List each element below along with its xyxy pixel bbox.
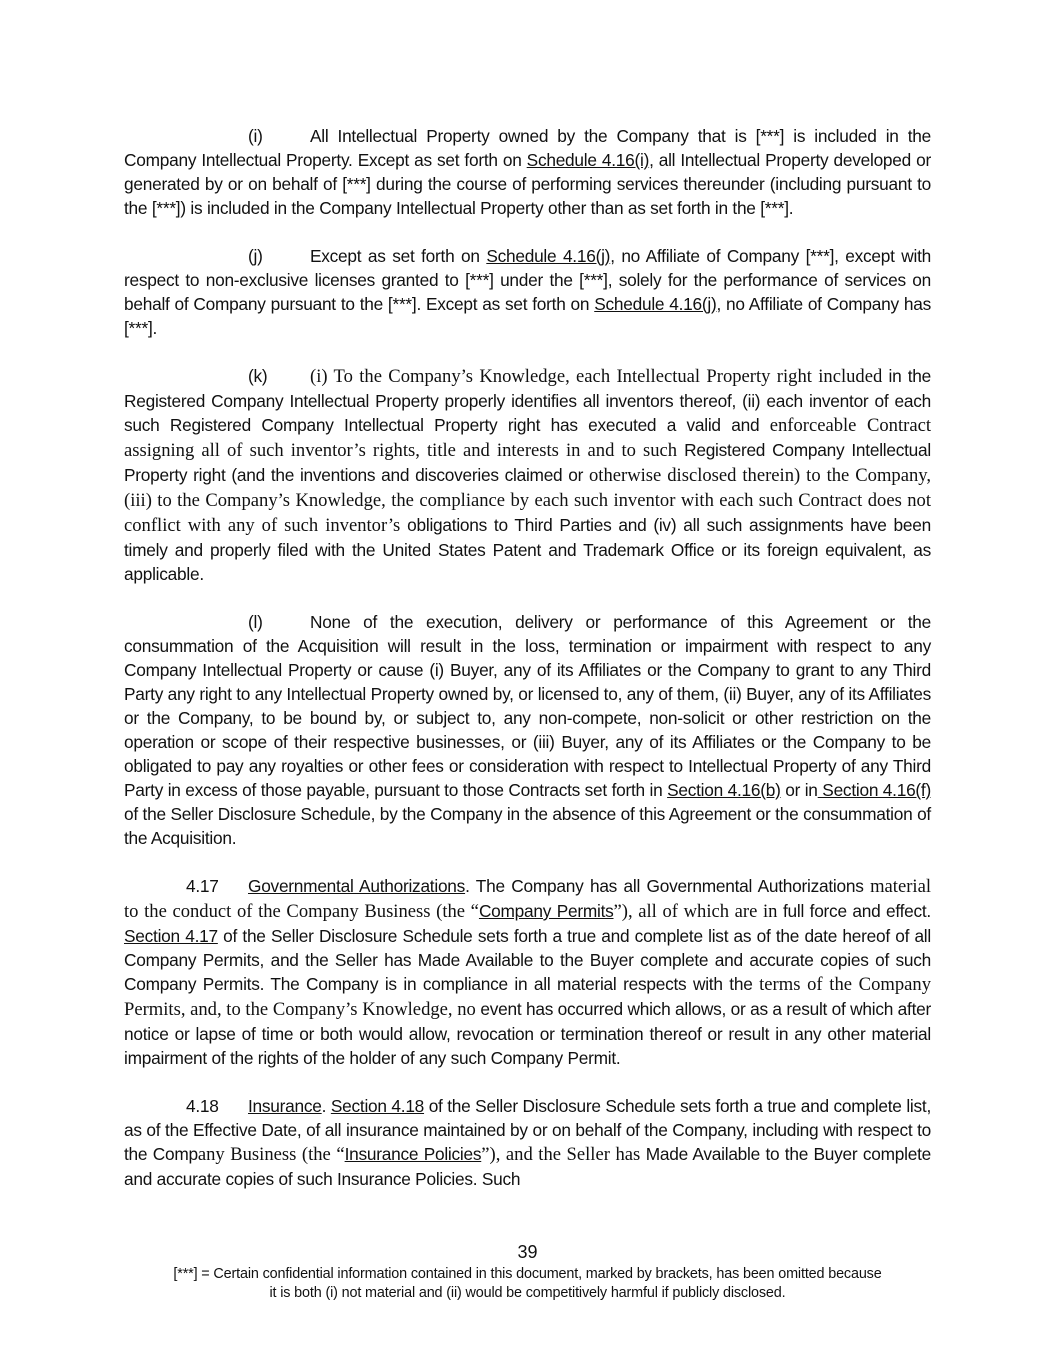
paragraph-text-serif: material to the conduct of the Company Business (the “ bbox=[124, 876, 931, 922]
paragraph-text-serif: terms of the Company Permits, and, to the Company’s Knowledge, no bbox=[124, 974, 931, 1020]
paragraph-text: None of the execution, delivery or performance of this Agreement or the consummation of the Acquisition will result in the loss, termination or impairment with respect to any Company Intellectual Property or cause (i) Buyer, any of its Affiliates or the Company to grant to any Third Party any right to any Intellectual Property owned by, or licensed to, any of them, (ii) Buyer, any of its Affiliates or the Company, to be bound by, or subject to, any non-compete, non-solicit or other restriction on the operation or scope of their respective businesses, or (iii) Buyer, any of its Affiliates or the Company to be obligated to pay any royalties or other fees or consideration with respect to Intellectual Property of any Third Party in excess of those payable, pursuant to those Contracts set forth in bbox=[124, 612, 931, 800]
paragraph-label: (j) bbox=[248, 246, 263, 266]
paragraph-text: of the Seller Disclosure Schedule sets forth a true and complete list, as of the Effective Date, of all insurance maintained by or on behalf of the Company, including with respect to the Comp bbox=[124, 1096, 931, 1164]
paragraph-text-serif: enforceable Contract assigning all of such inventor’s rights, title and interests in and to such bbox=[124, 415, 931, 461]
paragraph-text: of the Seller Disclosure Schedule sets forth a true and complete list as of the date hereof of all Company Permits, and the Seller has Made Available to the Buyer complete and accurate copies of such Company Permits. The Company is in compliance in all material respects with the bbox=[124, 926, 931, 994]
paragraph-label: (i) bbox=[248, 126, 263, 146]
section-reference: Section 4.16(f) bbox=[817, 780, 931, 800]
paragraph-text: Made Available to the Buyer complete and accurate copies of such Insurance Policies. Such bbox=[124, 1144, 931, 1189]
paragraph-text: All Intellectual Property owned by the Company that is [***] is included in the Company Intellectual Property. Except as set forth on bbox=[124, 126, 931, 170]
section-reference: Section 4.16(b) bbox=[667, 780, 781, 800]
section-reference: Section 4.18 bbox=[330, 1096, 425, 1116]
paragraph-text: . bbox=[321, 1096, 331, 1116]
paragraph-text: Registered Company Intellectual Property right (and the inventions and discoveries claimed or bbox=[124, 440, 931, 485]
paragraph-label: (l) bbox=[248, 612, 263, 632]
section-heading: Insurance bbox=[248, 1096, 322, 1116]
section-4-17 bbox=[124, 874, 931, 1070]
section-4-18 bbox=[124, 1094, 931, 1191]
paragraph-text: , no Affiliate of Company [***], except with respect to non-exclusive licenses granted to [***] under the [***], solely for the performance of services on behalf of Company pursuant to the [***]. Except as set forth on bbox=[124, 246, 931, 314]
paragraph-text: obligations to Third Parties and (iv) all such assignments have been timely and properly filed with the United States Patent and Trademark Office or its foreign equivalent, as applicable. bbox=[124, 515, 931, 584]
page-number: 39 bbox=[517, 1242, 538, 1262]
paragraph-text: Except as set forth on bbox=[310, 246, 487, 266]
section-reference: Section 4.17 bbox=[124, 926, 218, 946]
footnote-line: it is both (i) not material and (ii) would be competitively harmful if publicly disclosed. bbox=[269, 1285, 786, 1301]
schedule-reference: Schedule 4.16(j) bbox=[594, 294, 717, 314]
paragraph-text: full force and effect. bbox=[777, 901, 931, 921]
section-number: 4.17 bbox=[186, 876, 219, 896]
document-body bbox=[124, 124, 931, 1215]
confidentiality-footnote bbox=[100, 1265, 955, 1303]
paragraph-text: or in bbox=[780, 780, 818, 800]
paragraph-4-16-k bbox=[124, 364, 931, 586]
paragraph-text-serif: any Business (the “ bbox=[197, 1144, 345, 1165]
defined-term: Company Permits bbox=[478, 901, 614, 921]
paragraph-text: , all Intellectual Property developed or generated by or on behalf of [***] during the course of performing services thereunder (including pursuant to the [***]) is included in the Company Intellectual Property other than as set forth in the [***]. bbox=[124, 150, 931, 218]
paragraph-text: , no Affiliate of Company has [***]. bbox=[124, 294, 931, 338]
section-number: 4.18 bbox=[186, 1096, 219, 1116]
footnote-line: [***] = Certain confidential information contained in this document, marked by brackets, has been omitted because bbox=[173, 1266, 882, 1282]
paragraph-4-16-l bbox=[124, 610, 931, 850]
paragraph-text-serif: ”), and the Seller has bbox=[481, 1144, 641, 1165]
defined-term: Insurance Policies bbox=[344, 1144, 482, 1164]
paragraph-4-16-i bbox=[124, 124, 931, 220]
paragraph-text: . The Company has all Governmental Authorizations bbox=[465, 876, 871, 896]
paragraph-text-serif: (i) To the Company’s Knowledge, each Intellectual Property right included bbox=[310, 366, 883, 387]
paragraph-label: (k) bbox=[248, 366, 268, 386]
paragraph-4-16-j bbox=[124, 244, 931, 340]
paragraph-text: event has occurred which allows, or as a result of which after notice or lapse of time or both would allow, revocation or termination thereof or result in any other material impairment of the rights of the holder of any such Company Permit. bbox=[124, 999, 931, 1068]
paragraph-text-serif: ”), all of which are in bbox=[613, 901, 778, 922]
schedule-reference: Schedule 4.16(j) bbox=[486, 246, 611, 266]
paragraph-text-serif: otherwise disclosed therein) to the Company, (iii) to the Company’s Knowledge, the compliance by each such inventor with each such Contract does not conflict with any of such inventor’s bbox=[124, 465, 931, 536]
paragraph-text: of the Seller Disclosure Schedule, by the Company in the absence of this Agreement or the consummation of the Acquisition. bbox=[124, 804, 931, 848]
schedule-reference: Schedule 4.16(i) bbox=[526, 150, 650, 170]
paragraph-text: in the Registered Company Intellectual Property properly identifies all inventors thereof, (ii) each inventor of each such Registered Company Intellectual Property right has executed a valid and bbox=[124, 366, 931, 435]
section-heading: Governmental Authorizations bbox=[248, 876, 466, 896]
